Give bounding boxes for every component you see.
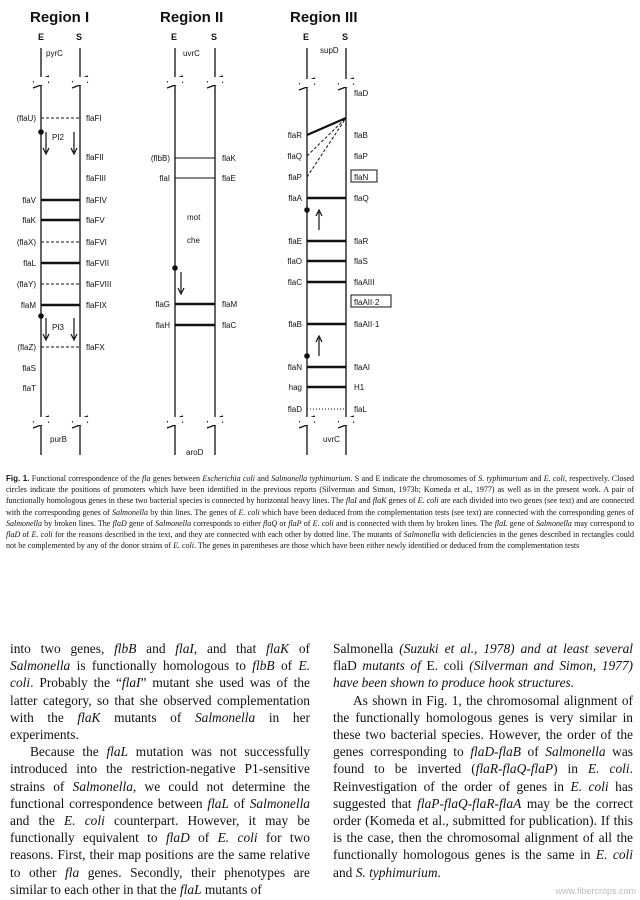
region-1-top-gene: pyrC [46, 49, 63, 58]
region-2-s-label: S [211, 32, 218, 42]
middle-label-mot: mot [187, 213, 201, 222]
gene-label: flaP [354, 152, 368, 161]
body-text: mutants of [100, 709, 195, 725]
caption-italic: fla [142, 474, 151, 483]
region-1-s-label: S [76, 32, 83, 42]
body-column-right [333, 640, 633, 881]
body-paragraph [10, 640, 310, 743]
body-text: was found to be inverted ( [333, 744, 633, 777]
region-1 [16, 9, 111, 455]
body-italic: S. typhimurium [355, 864, 438, 880]
caption-italic: Salmonella [403, 530, 440, 540]
caption-text: for the reasons described in the text, and they are connected with each other by dotted line. The mutants of [52, 530, 404, 540]
caption-italic: flaP [288, 518, 302, 528]
gene-label: flaI [159, 174, 170, 183]
body-text: As shown in Fig. 1, the chromosomal alignment of the functionally homologous genes is very similar in these two bacterial species. However, the order of the genes corresponding to [333, 692, 633, 760]
caption-italic: E. coli [238, 507, 260, 517]
body-italic: E. coli [595, 847, 633, 863]
gene-label: flaAI [354, 363, 371, 372]
body-italic: (Silverman and Simon, 1977) have been shown to produce hook structures. [333, 658, 633, 691]
gene-label: flaC [222, 321, 237, 330]
gene-label: flaB [354, 131, 368, 140]
caption-text: of [301, 518, 313, 528]
gene-label: flaO [287, 257, 302, 266]
body-italic: E. coli [217, 830, 258, 846]
region-2-title: Region II [160, 9, 224, 26]
body-column-left [10, 640, 310, 898]
gene-label: (flaU) [16, 114, 36, 123]
gene-label: H1 [354, 383, 365, 392]
caption-italic: E. coli [312, 518, 334, 528]
caption-italic: E. coli [31, 530, 53, 540]
body-italic: E. coli [570, 778, 609, 794]
body-italic: flaL [179, 881, 202, 897]
body-text: , we could not determine the functional correspondence between [10, 778, 310, 811]
body-italic: Salmonella [194, 709, 256, 725]
body-text: , and that [193, 641, 266, 656]
gene-label: flaAII·1 [354, 320, 380, 329]
gene-label: flaFVI [86, 238, 107, 247]
operon-label: PI2 [52, 133, 65, 142]
caption-italic: flaQ [262, 518, 278, 528]
body-italic: flaR-flaQ-flaP [475, 761, 554, 777]
body-italic: flbB [114, 641, 137, 656]
watermark: www.fibercrops.com [555, 886, 636, 896]
caption-text: may correspond to [571, 518, 635, 528]
operon-label: PI3 [52, 323, 65, 332]
caption-text: by thin lines. The genes of [147, 507, 239, 517]
body-italic: flaI [121, 675, 141, 691]
gene-label: flaC [287, 278, 302, 287]
body-text: for two reasons. First, their map positions are the same relative to other [10, 830, 310, 880]
gene-label: flaM [20, 301, 36, 310]
region-1-bottom-gene: purB [50, 435, 67, 444]
caption-text: and [527, 474, 544, 483]
gene-label: flaD [354, 89, 369, 98]
gene-label: flaE [288, 237, 302, 246]
middle-label-che: che [187, 236, 200, 245]
gene-label: flaA [288, 194, 302, 203]
body-italic: flaK [77, 709, 101, 725]
promoter-icon [38, 313, 44, 319]
gene-label: flaN [287, 363, 302, 372]
body-text: and the [10, 813, 65, 829]
body-text: . Probably the “ [30, 675, 122, 691]
caption-text: genes of [386, 496, 418, 506]
gene-label: flaS [22, 364, 36, 373]
body-italic: Salmonella [10, 658, 71, 674]
caption-text: corresponds to either [191, 518, 263, 528]
promoter-icon [172, 265, 178, 271]
promoter-icon [304, 207, 310, 213]
gene-label: flaV [22, 196, 36, 205]
body-italic: mutants of [356, 658, 427, 674]
body-text: has suggested that [333, 778, 633, 811]
caption-text: and is connected with them by broken lines. The [333, 518, 495, 528]
gene-label: (flaZ) [17, 343, 36, 352]
gene-label: flaT [22, 384, 36, 393]
region-3-title: Region III [290, 9, 358, 26]
gene-label: flaAIII [354, 278, 375, 287]
gene-label: flaD [287, 405, 302, 414]
caption-text: are each divided into two genes (see text) and are connected with the corresponding genes of [6, 496, 635, 517]
body-text: and [333, 864, 356, 880]
caption-italic: Salmonella [111, 507, 148, 517]
body-italic: Salmonella [72, 778, 133, 794]
body-text: of [228, 795, 250, 811]
body-italic: flaL [106, 744, 129, 760]
body-paragraph [333, 692, 633, 881]
caption-italic: S. typhimurium [478, 474, 528, 483]
caption-text: which have been deduced from the complementation tests (see text) are connected with the corresponding genes of [259, 507, 634, 517]
body-italic: flaD [165, 830, 190, 846]
caption-text: genes between [150, 474, 203, 483]
caption-text: . S and E indicate the chromosomes of [350, 474, 479, 483]
caption-italic: E. coli [173, 541, 194, 551]
body-text: flaD [333, 658, 357, 674]
body-text: of [189, 830, 218, 846]
body-text: into two genes, [10, 641, 115, 656]
body-italic: Salmonella [545, 744, 606, 760]
body-text: is functionally homologous to [70, 658, 253, 674]
body-text: genes. Secondly, their phenotypes are similar to each other in that the [10, 864, 310, 897]
gene-label: flaFI [86, 114, 102, 123]
caption-italic: Salmonella typhimurium [271, 474, 351, 483]
body-text: Salmonella [333, 641, 394, 656]
gene-label: flaQ [287, 152, 302, 161]
gene-label: flaFVIII [86, 280, 112, 289]
body-text: . Reinvestigation of the order of genes in [333, 761, 633, 794]
body-text: in her experiments. [10, 709, 310, 743]
region-1-title: Region I [30, 9, 90, 26]
body-italic: flaK [266, 641, 290, 656]
gene-label: flaFIV [86, 196, 107, 205]
gene-label: flaL [23, 259, 36, 268]
gene-label: flaS [354, 257, 368, 266]
caption-italic: flaL [494, 518, 508, 528]
region-3-bottom-gene: uvrC [323, 435, 340, 444]
caption-text: by broken lines. The [42, 518, 113, 528]
gene-label-boxed: flaN [354, 173, 369, 182]
body-text: E. coli [426, 658, 464, 674]
body-paragraph [10, 743, 310, 898]
body-text: counterpart. However, it may be functionally equivalent to [10, 813, 310, 846]
caption-italic: Salmonella [535, 518, 572, 528]
caption-italic: Salmonella [6, 518, 42, 528]
caption-text: Functional correspondence of the [29, 474, 143, 483]
body-text: Because the [30, 744, 107, 760]
caption-label: Fig. 1. [6, 474, 30, 483]
body-text: and [136, 641, 176, 656]
caption-text: and [356, 496, 373, 506]
gene-label: flaFV [86, 216, 105, 225]
caption-italic: flaD [112, 518, 127, 528]
gene-label: flaH [155, 321, 170, 330]
caption-text: with deficiencies in the genes described in rectangles could not be complemented by any of the donor strains of [6, 530, 634, 551]
caption-italic: flaI [345, 496, 357, 506]
gene-label: flaR [287, 131, 302, 140]
promoter-icon [304, 353, 310, 359]
gene-label: flaE [222, 174, 236, 183]
region-2-e-label: E [171, 32, 178, 42]
region-2-top-gene: uvrC [183, 49, 200, 58]
region-3-s-label: S [342, 32, 349, 42]
gene-label: flaM [222, 300, 238, 309]
caption-text: . The genes in parentheses are those which have been either newly identified or deduced from the complementation tests [193, 541, 580, 551]
region-2-bottom-gene: aroD [186, 448, 204, 457]
promoter-icon [38, 129, 44, 135]
body-italic: flaP-flaQ-flaR-flaA [417, 795, 522, 811]
region-2 [151, 9, 238, 457]
body-paragraph [333, 640, 633, 692]
caption-text: , respectively. Closed circles indicate the positions of promoters which have been identified in the previous reports (Silverman and Simon, 1973b; Komeda et al., 1977) as well as in the present work. A pair of functionally homologous genes in these two bacterial species is connected by horizontal heavy lines. The [6, 474, 634, 506]
caption-italic: flaD [6, 530, 21, 540]
caption-italic: E. coli [543, 474, 565, 483]
body-text: ) in [553, 761, 588, 777]
caption-text: and [254, 474, 272, 483]
gene-label: (flbB) [150, 154, 170, 163]
gene-label: flaK [222, 154, 236, 163]
body-text: of [274, 658, 299, 674]
body-text: may be the correct order (Komeda et al., submitted for publication). If this is the case, then the chromosomal alignment of all the functionally homologous genes is the same in [333, 795, 633, 863]
gene-label: flaFIII [86, 174, 107, 183]
caption-text: gene of [507, 518, 536, 528]
gene-label: flaL [354, 405, 367, 414]
gene-label: flaB [288, 320, 302, 329]
caption-italic: flaK [372, 496, 387, 506]
body-italic: E. coli [588, 761, 630, 777]
gene-label: flaFIX [86, 301, 107, 310]
caption-italic: Escherichia coli [202, 474, 255, 483]
gene-label: hag [288, 383, 302, 392]
gene-label: flaQ [354, 194, 369, 203]
body-italic: flaI [175, 641, 194, 656]
body-italic: fla [65, 864, 80, 880]
body-text: of [289, 641, 311, 656]
gene-label: flaR [354, 237, 369, 246]
gene-label: flaFX [86, 343, 105, 352]
body-text: . [437, 864, 441, 880]
figure-caption [6, 473, 634, 551]
region-3-top-gene: supD [320, 46, 339, 55]
body-text: mutants of [201, 881, 262, 897]
body-text: mutation was not successfully introduced into the restriction-negative P1-sensitive strains of [10, 744, 310, 794]
body-italic: flaL [207, 795, 229, 811]
gene-label: flaFVII [86, 259, 110, 268]
gene-label: flaP [288, 173, 302, 182]
gene-label: flaK [22, 216, 36, 225]
caption-text: or [277, 518, 289, 528]
region-3-e-label: E [303, 32, 310, 42]
body-italic: flaD-flaB [470, 744, 521, 760]
body-italic: E. coli [64, 813, 105, 829]
body-text: of [520, 744, 546, 760]
caption-text: of [20, 530, 32, 540]
region-1-e-label: E [38, 32, 45, 42]
caption-italic: E. coli [417, 496, 439, 506]
caption-text: gene of [126, 518, 156, 528]
region-3 [287, 9, 391, 455]
body-italic: flbB [252, 658, 275, 674]
body-text: ” mutant she used was of the latter category, so that she observed complementation with the [10, 675, 310, 725]
gene-label: (flaX) [16, 238, 36, 247]
caption-text [6, 474, 634, 550]
body-italic: (Suzuki et al., 1978) and at least several [393, 641, 633, 656]
gene-label-boxed: flaAII·2 [354, 298, 380, 307]
gene-label: flaG [155, 300, 170, 309]
gene-label: (flaY) [16, 280, 36, 289]
caption-italic: Salmonella [155, 518, 192, 528]
body-italic: E. coli [10, 658, 310, 691]
gene-label: flaFII [86, 153, 104, 162]
body-italic: Salmonella [249, 795, 310, 811]
